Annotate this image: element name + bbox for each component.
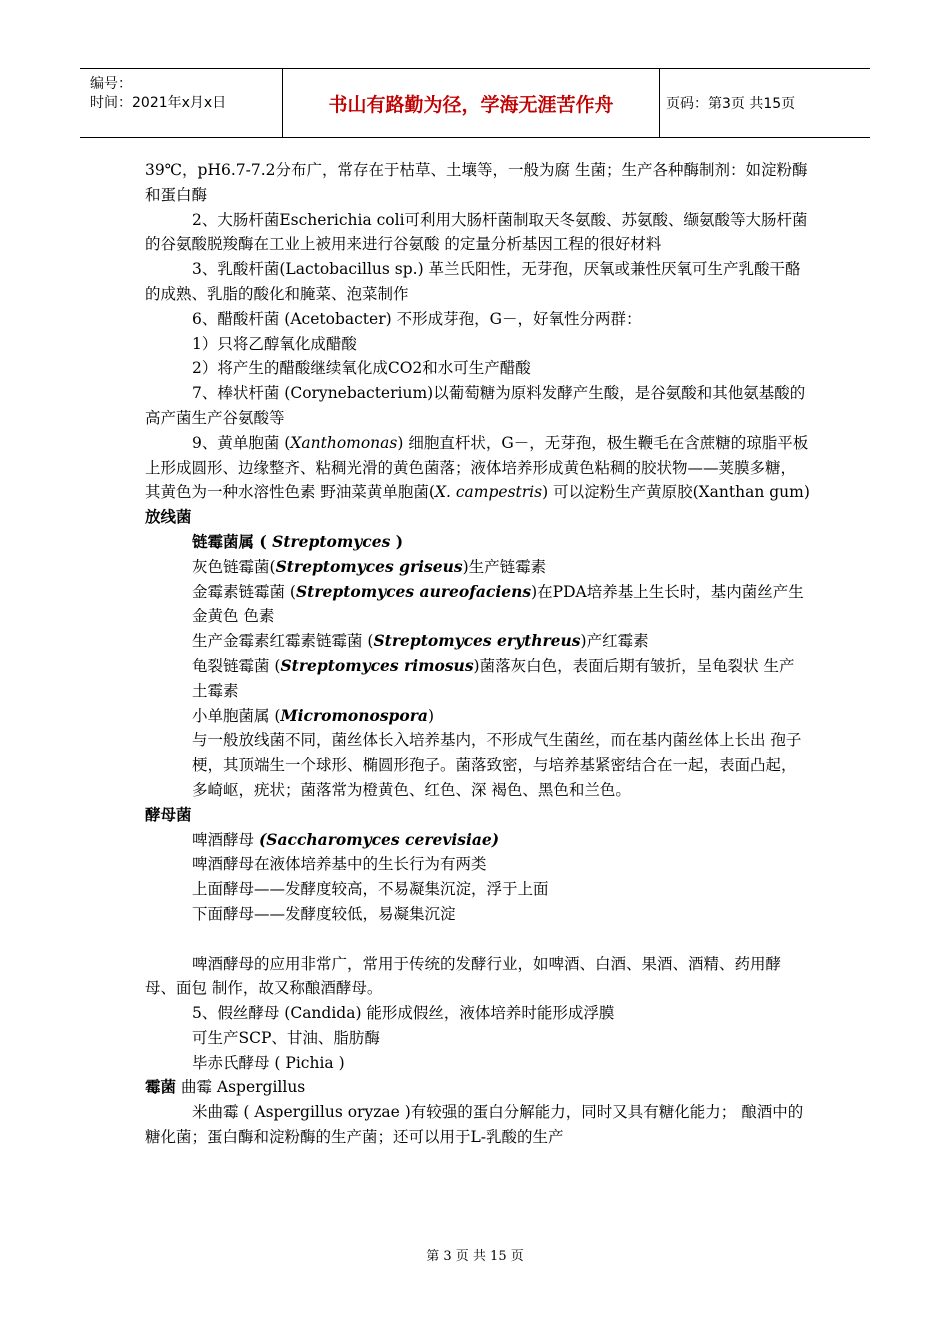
text-run: ) 细胞直杆状，G－，无芽孢，极生鞭毛在含蔗糖的琼脂平板上形成圆形、边缘整齐、粘稠光滑的黄色菌落；液体培养形成黄色粘稠的胶状物——荚膜多糖，其黄色为一种水溶性色素 野油菜黄单胞菌(	[145, 433, 809, 502]
text-run: 小单胞菌属 (	[192, 706, 281, 725]
header-page-info	[660, 69, 870, 137]
paragraph	[145, 629, 810, 654]
text-run: ) 可以淀粉生产黄原胶(Xanthan gum)	[542, 483, 810, 502]
paragraph: 2、大肠杆菌Escherichia coli可利用大肠杆菌制取天冬氨酸、苏氨酸、缬氨酸等大肠杆菌的谷氨酸脱羧酶在工业上被用来进行谷氨酸 的定量分析基因工程的很好材料	[145, 210, 808, 254]
header-motto: 书山有路勤为径，学海无涯苦作舟	[283, 69, 660, 137]
paragraph	[145, 555, 810, 580]
paragraph: 毕赤氏酵母 ( Pichia )	[192, 1053, 345, 1072]
time-label: 时间：2021年x月x日	[90, 95, 227, 111]
paragraph	[145, 431, 810, 505]
header-meta	[80, 69, 283, 137]
paragraph: 可生产SCP、甘油、脂肪酶	[192, 1028, 380, 1047]
text-run: )	[390, 531, 404, 551]
document-body	[145, 158, 810, 1150]
subsection-heading	[145, 530, 810, 555]
paragraph: 7、棒状杆菌 (Corynebacterium)以葡萄糖为原料发酵产生酸，是谷氨酸和其他氨基酸的高产菌生产谷氨酸等	[145, 384, 806, 427]
paragraph: 啤酒酵母的应用非常广，常用于传统的发酵行业，如啤酒、白酒、果酒、酒精、药用酵母、面包 制作，故又称酿酒酵母。	[145, 954, 782, 998]
text-run: 生产金霉素红霉素链霉菌 (	[192, 632, 374, 651]
taxon-name: Streptomyces erythreus	[373, 631, 581, 651]
paragraph: 2）将产生的醋酸继续氧化成CO2和水可生产醋酸	[192, 359, 531, 378]
text-run: )菌落灰白色，表面后期有皱折，呈龟裂状 生产土霉素	[192, 656, 795, 700]
paragraph: 下面酵母——发酵度较低，易凝集沉淀	[192, 904, 456, 923]
text-run: 金霉素链霉菌 (	[192, 582, 296, 601]
text-run: )生产链霉素	[462, 557, 547, 576]
taxon-name: Streptomyces	[272, 531, 391, 551]
taxon-name: X. campestris	[434, 483, 543, 502]
text-run: 灰色链霉菌(	[192, 557, 276, 576]
section-heading: 霉菌	[145, 1078, 177, 1097]
page-footer: 第 3 页 共 15 页	[426, 1249, 524, 1264]
paragraph: 啤酒酵母在液体培养基中的生长行为有两类	[192, 855, 487, 874]
taxon-name: Micromonospora	[280, 705, 428, 725]
text-run: )产红霉素	[580, 632, 649, 651]
paragraph	[145, 828, 810, 853]
paragraph	[145, 580, 810, 630]
text-run: 啤酒酵母	[192, 830, 259, 849]
text-run: 链霉菌属 (	[192, 531, 273, 551]
section-heading: 酵母菌	[145, 805, 192, 824]
paragraph: 与一般放线菌不同，菌丝体长入培养基内，不形成气生菌丝，而在基内菌丝体上长出 孢子梗，其顶端生一个球形、椭圆形孢子。菌落致密，与培养基紧密结合在一起，表面凸起，多崎岖，疣状；菌落常为橙黄色、红色、深 褐色、黑色和兰色。	[192, 731, 802, 799]
text-run: )	[427, 706, 434, 725]
taxon-name: Streptomyces rimosus	[280, 655, 474, 675]
taxon-name: Streptomyces griseus	[275, 556, 463, 576]
paragraph: 米曲霉 ( Aspergillus oryzae )有较强的蛋白分解能力，同时又具有糖化能力； 酿酒中的糖化菌；蛋白酶和淀粉酶的生产菌；还可以用于L-乳酸的生产	[145, 1103, 804, 1147]
paragraph	[145, 654, 810, 704]
paragraph: 5、假丝酵母 (Candida) 能形成假丝，液体培养时能形成浮膜	[192, 1004, 615, 1023]
text-run: 龟裂链霉菌 (	[192, 656, 281, 675]
paragraph: 1）只将乙醇氧化成醋酸	[192, 334, 357, 353]
number-label: 编号：	[90, 76, 132, 92]
paragraph	[145, 704, 810, 729]
page-info-text: 页码：第3页 共15页	[666, 96, 796, 112]
paragraph	[145, 1075, 810, 1100]
paragraph: 6、醋酸杆菌 (Acetobacter) 不形成芽孢，G－，好氧性分两群：	[192, 309, 642, 328]
page-header	[80, 68, 870, 138]
taxon-name: (Saccharomyces cerevisiae)	[258, 829, 500, 849]
text-run: 曲霉 Aspergillus	[176, 1078, 306, 1097]
taxon-name: Xanthomonas	[290, 433, 398, 452]
text-run: 9、黄单胞菌 (	[192, 433, 291, 452]
text-run: )在PDA培养基上生长时，基内菌丝产生金黄色 色素	[192, 582, 804, 626]
section-heading: 放线菌	[145, 508, 192, 527]
paragraph: 上面酵母——发酵度较高，不易凝集沉淀，浮于上面	[192, 880, 549, 899]
blank-line	[145, 927, 810, 952]
taxon-name: Streptomyces aureofaciens	[295, 581, 532, 601]
paragraph: 39℃，pH6.7-7.2分布广，常存在于枯草、土壤等，一般为腐 生菌；生产各种酶制剂：如淀粉酶和蛋白酶	[145, 161, 808, 204]
paragraph: 3、乳酸杆菌(Lactobacillus sp.) 革兰氏阳性，无芽孢，厌氧或兼性厌氧可生产乳酸干酪的成熟、乳脂的酸化和腌菜、泡菜制作	[145, 260, 801, 303]
